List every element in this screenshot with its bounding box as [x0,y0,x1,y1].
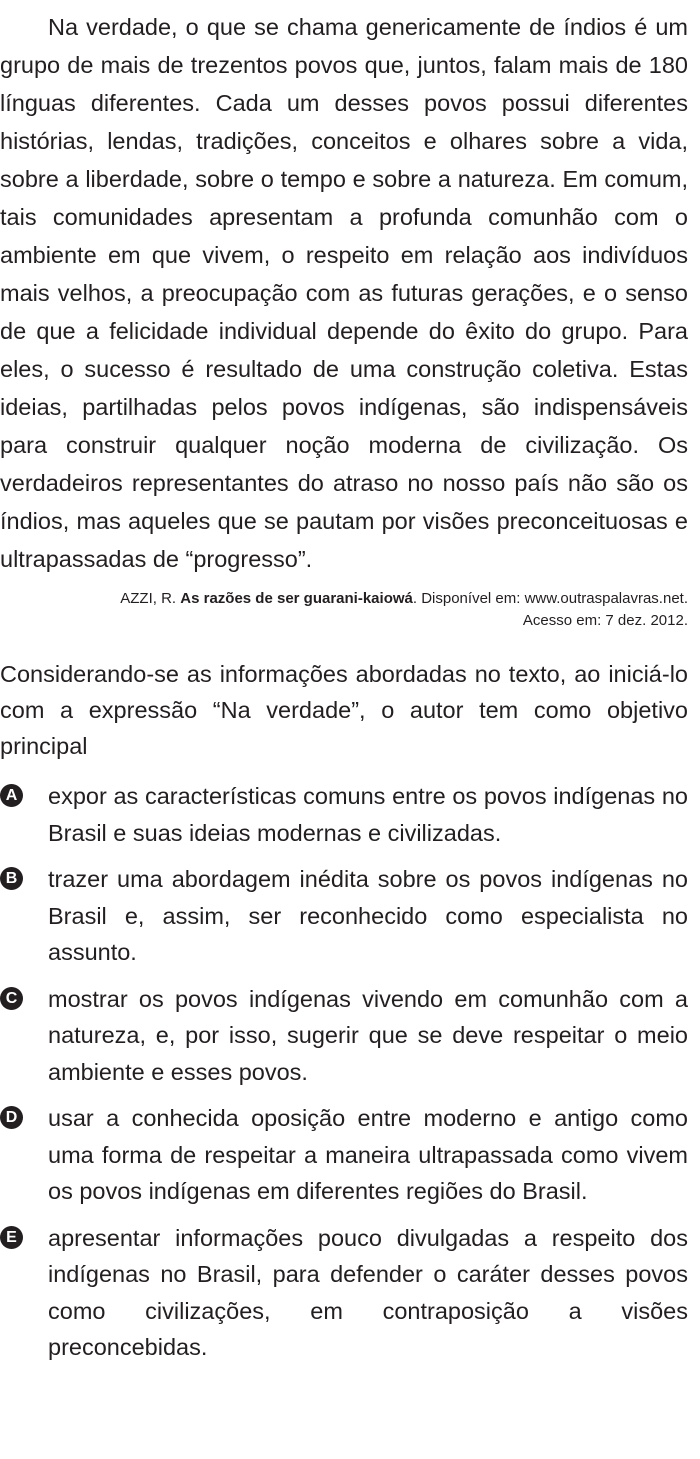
option-text-c: mostrar os povos indígenas vivendo em comunhão com a natureza, e, por isso, sugerir que se deve respeitar o meio ambiente e esses povos. [48,985,688,1085]
option-text-a: expor as características comuns entre os povos indígenas no Brasil e suas ideias modernas e civilizadas. [48,783,688,846]
option-a[interactable] [0,778,688,851]
answer-options [0,778,688,1366]
option-text-e: apresentar informações pouco divulgadas a respeito dos indígenas no Brasil, para defender o caráter desses povos como civilizações, em contraposição a visões preconcebidas. [48,1224,688,1360]
question-stem: Considerando-se as informações abordadas no texto, ao iniciá-lo com a expressão “Na verdade”, o autor tem como objetivo principal [0,661,688,759]
option-b[interactable] [0,861,688,971]
option-letter-a-badge: A [0,784,23,807]
citation-author: AZZI, R. [120,590,177,607]
option-text-d: usar a conhecida oposição entre moderno e antigo como uma forma de respeitar a maneira ultrapassada como vivem os povos indígenas em diferentes regiões do Brasil. [48,1105,688,1204]
citation-line-1 [0,588,688,610]
option-d[interactable] [0,1100,688,1210]
citation-title: As razões de ser guarani-kaiowá [180,590,413,607]
citation [0,588,688,632]
passage-text: Na verdade, o que se chama genericamente de índios é um grupo de mais de trezentos povos que, juntos, falam mais de 180 línguas diferentes. Cada um desses povos possui diferentes histórias, lendas, tradições, conceitos e olhares sobre a vida, sobre a liberdade, sobre o tempo e sobre a natureza. Em comum, tais comunidades apresentam a profunda comunhão com o ambiente em que vivem, o respeito em relação aos indivíduos mais velhos, a preocupação com as futuras gerações, e o senso de que a felicidade individual depende do êxito do grupo. Para eles, o sucesso é resultado de uma construção coletiva. Estas ideias, partilhadas pelos povos indígenas, são indispensáveis para construir qualquer noção moderna de civilização. Os verdadeiros representantes do atraso no nosso país não são os índios, mas aqueles que se pautam por visões preconceituosas e ultrapassadas de “progresso”. [0,14,688,572]
citation-access: Acesso em: 7 dez. 2012. [522,612,688,629]
option-e[interactable] [0,1220,688,1366]
question-page [0,8,700,1366]
option-letter-b-badge: B [0,867,23,890]
option-letter-c-badge: C [0,987,23,1010]
citation-source: . Disponível em: www.outraspalavras.net. [412,590,688,607]
option-letter-e-badge: E [0,1226,23,1249]
option-letter-d-badge: D [0,1106,23,1129]
option-c[interactable] [0,981,688,1091]
option-text-b: trazer uma abordagem inédita sobre os povos indígenas no Brasil e, assim, ser reconhecido como especialista no assunto. [48,866,688,965]
